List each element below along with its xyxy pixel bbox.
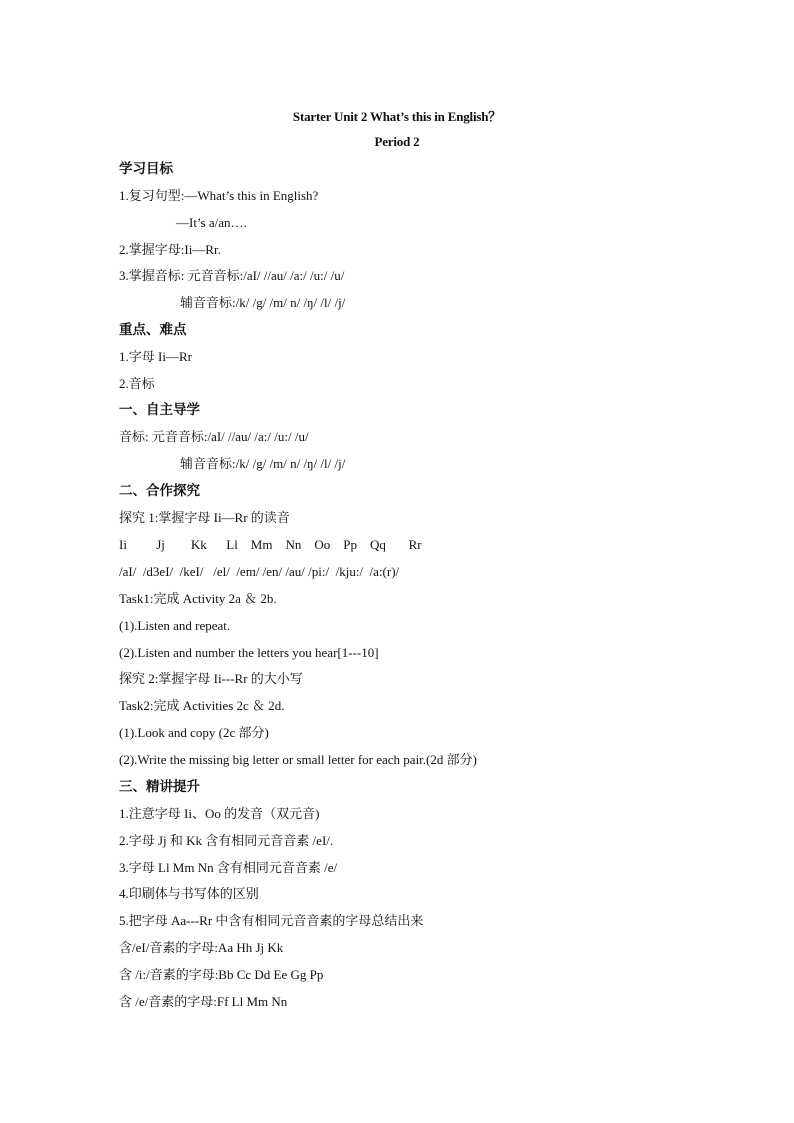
- objective-line-2: 2.掌握字母:Ii—Rr.: [119, 242, 221, 257]
- objective-consonant-line: 辅音音标:/k/ /g/ /m/ n/ /ŋ/ /l/ /j/: [180, 295, 346, 310]
- improvement-item-3: 3.字母 Ll Mm Nn 含有相同元音音素 /e/: [119, 860, 338, 875]
- task-1-step-1: (1).Listen and repeat.: [119, 618, 231, 633]
- key-point-2: 2.音标: [119, 376, 155, 391]
- summary-i-letters: 含 /i:/音素的字母:Bb Cc Dd Ee Gg Pp: [119, 967, 324, 982]
- self-study-consonants: 辅音音标:/k/ /g/ /m/ n/ /ŋ/ /l/ /j/: [180, 456, 346, 471]
- section-heading-cooperative: 二、合作探究: [119, 483, 200, 499]
- task-1-line: Task1:完成 Activity 2a ＆ 2b.: [119, 591, 277, 606]
- key-point-1: 1.字母 Ii—Rr: [119, 349, 192, 364]
- objective-line-1: 1.复习句型:—What’s this in English?: [119, 188, 319, 203]
- section-heading-self-study: 一、自主导学: [119, 402, 200, 418]
- self-study-vowels: 音标: 元音音标:/aI/ //au/ /a:/ /u:/ /u/: [119, 429, 309, 444]
- phonetics-row: /aI/ /d3eI/ /keI/ /el/ /em/ /en/ /au/ /pi:/ /kju:/ /a:(r)/: [119, 564, 400, 579]
- summary-e-letters: 含 /e/音素的字母:Ff Ll Mm Nn: [119, 994, 288, 1009]
- task-2-step-1: (1).Look and copy (2c 部分): [119, 725, 269, 740]
- section-heading-improvement: 三、精讲提升: [119, 779, 200, 795]
- section-heading-key-points: 重点、难点: [119, 322, 187, 338]
- period-label: Period 2: [374, 134, 420, 149]
- document-title: Starter Unit 2 What’s this in English？: [292, 109, 502, 124]
- explore-2-title: 探究 2:掌握字母 Ii---Rr 的大小写: [119, 671, 303, 686]
- letters-row: Ii Jj Kk Ll Mm Nn Oo Pp Qq Rr: [119, 537, 422, 552]
- improvement-item-4: 4.印刷体与书写体的区别: [119, 886, 259, 901]
- task-2-line: Task2:完成 Activities 2c ＆ 2d.: [119, 698, 285, 713]
- task-2-step-2: (2).Write the missing big letter or small letter for each pair.(2d 部分): [119, 752, 477, 767]
- explore-1-title: 探究 1:掌握字母 Ii—Rr 的读音: [119, 510, 290, 525]
- improvement-item-5: 5.把字母 Aa---Rr 中含有相同元音音素的字母总结出来: [119, 913, 424, 928]
- summary-ei-letters: 含/eI/音素的字母:Aa Hh Jj Kk: [119, 940, 284, 955]
- objective-line-3: 3.掌握音标: 元音音标:/aI/ //au/ /a:/ /u:/ /u/: [119, 268, 345, 283]
- improvement-item-1: 1.注意字母 Ii、Oo 的发音（双元音): [119, 806, 320, 821]
- task-1-step-2: (2).Listen and number the letters you hear[1---10]: [119, 645, 379, 660]
- objective-answer-line: —It’s a/an….: [176, 215, 247, 230]
- section-heading-objectives: 学习目标: [119, 161, 173, 177]
- improvement-item-2: 2.字母 Jj 和 Kk 含有相同元音音素 /eI/.: [119, 833, 334, 848]
